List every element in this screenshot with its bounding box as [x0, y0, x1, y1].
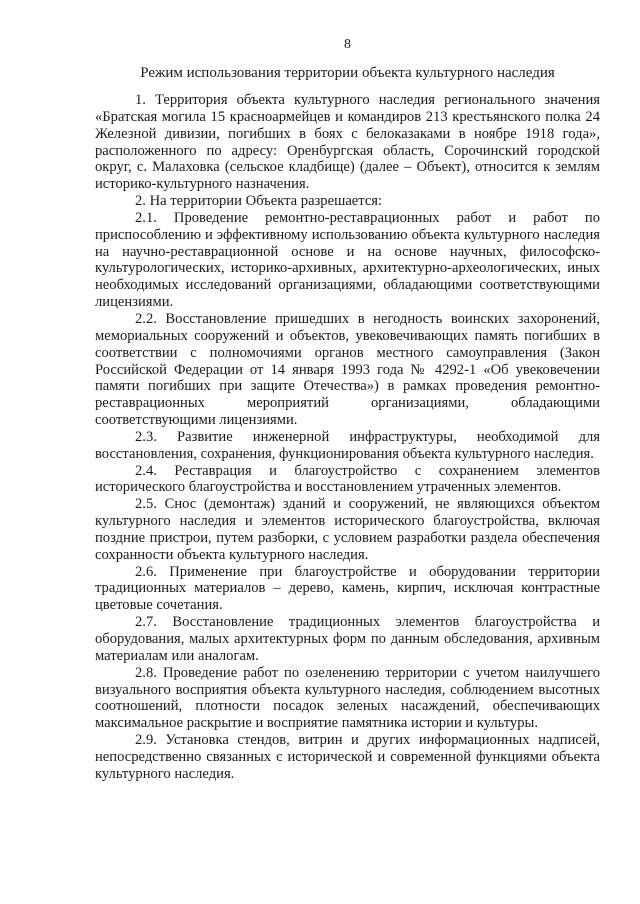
paragraph-2-3-infrastructure: 2.3. Развитие инженерной инфраструктуры, необходимой для восстановления, сохранения, функционирования объекта культурного наследия. — [95, 428, 600, 462]
paragraph-2-6-materials: 2.6. Применение при благоустройстве и оборудовании территории традиционных материалов – дерево, камень, кирпич, исключая контрастные цветовые сочетания. — [95, 563, 600, 614]
paragraph-1-territory: 1. Территория объекта культурного наследия регионального значения «Братская могила 15 красноармейцев и командиров 213 крестьянского полка 24 Железной дивизии, погибших в боях с белоказаками в ноябре 1918 года», расположенного по адресу: Оренбургская область, Сорочинский городской округ, с. Малаховка (сельское кладбище) (далее – Объект), относится к землям историко-культурного назначения. — [95, 92, 600, 193]
page-number: 8 — [344, 37, 351, 52]
paragraph-2-2-memorial-restoration: 2.2. Восстановление пришедших в негодность воинских захоронений, мемориальных сооружений и объектов, увековечивающих память погибших в соответствии с полномочиями органов местного самоуправления (Закон Российской Федерации от 14 января 1993 года № 4292-1 «Об увековечении памяти погибших при защите Отечества») в рамках проведения ремонтно-реставрационных мероприятий организациями, обладающими соответствующими лицензиями. — [95, 310, 600, 429]
section-title: Режим использования территории объекта культурного наследия — [140, 65, 555, 81]
paragraph-2-9-information-stands: 2.9. Установка стендов, витрин и других информационных надписей, непосредственно связанных с исторической и современной функциями объекта культурного наследия. — [95, 732, 600, 782]
paragraph-2-7-traditional-elements: 2.7. Восстановление традиционных элементов благоустройства и оборудования, малых архитектурных форм по данным обследования, архивным материалам или аналогам. — [95, 614, 600, 664]
paragraph-2-5-demolition: 2.5. Снос (демонтаж) зданий и сооружений, не являющихся объектом культурного наследия и элементов исторического благоустройства, включая поздние пристрои, путем разборки, с условием разработки раздела обеспечения сохранности объекта культурного наследия. — [95, 496, 600, 563]
paragraph-2-1-restoration-works: 2.1. Проведение ремонтно-реставрационных работ и работ по приспособлению и эффективному использованию объекта культурного наследия на научно-реставрационной основе и на основе научных, философско-культурологических, историко-архивных, архитектурно-археологических, иных необходимых исследований организациями, обладающими соответствующими лицензиями. — [95, 209, 600, 311]
paragraph-2-permitted: 2. На территории Объекта разрешается: — [135, 193, 383, 210]
paragraph-2-8-greening: 2.8. Проведение работ по озеленению территории с учетом наилучшего визуального восприятия объекта культурного наследия, соблюдением высотных соотношений, плотности посадок зеленых насаждений, обеспечивающих максимальное раскрытие и восприятие памятника истории и культуры. — [95, 664, 600, 732]
document-page — [95, 36, 600, 783]
paragraph-2-4-landscaping: 2.4. Реставрация и благоустройство с сохранением элементов исторического благоустройства и восстановлением утраченных элементов. — [95, 462, 600, 496]
document-body — [95, 92, 600, 783]
